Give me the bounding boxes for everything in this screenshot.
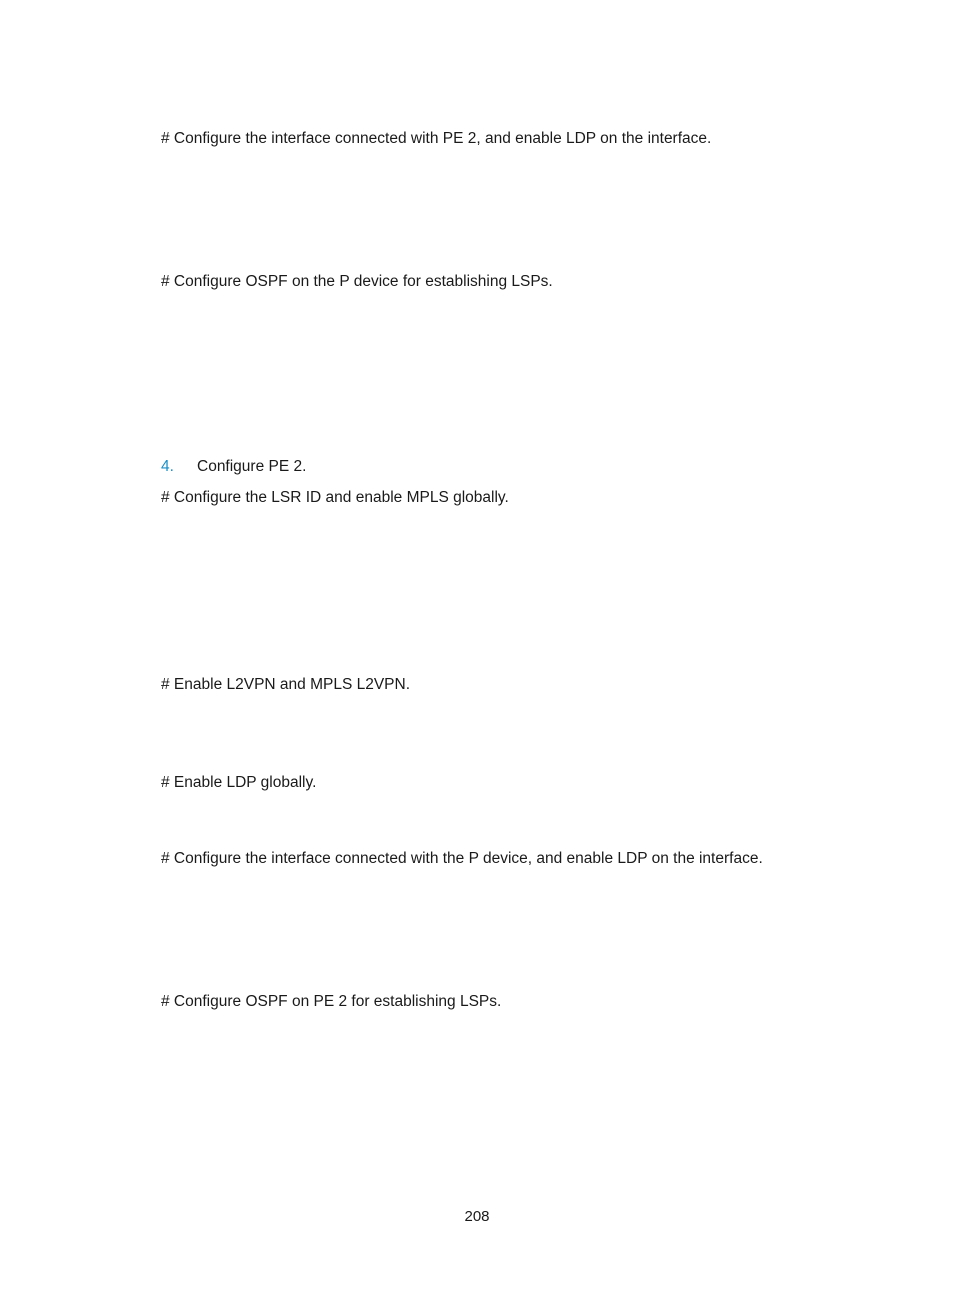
instruction-configure-interface-pe2: # Configure the interface connected with PE 2, and enable LDP on the interface. [161,130,712,147]
instruction-configure-ospf-pe2: # Configure OSPF on PE 2 for establishing LSPs. [161,993,502,1010]
instruction-configure-ospf-p-device: # Configure OSPF on the P device for establishing LSPs. [161,273,553,290]
instruction-enable-l2vpn: # Enable L2VPN and MPLS L2VPN. [161,676,411,693]
step-label: Configure PE 2. [197,458,307,475]
instruction-enable-ldp: # Enable LDP globally. [161,774,317,791]
step-item-configure-pe2 [161,457,306,477]
instruction-configure-lsr-id: # Configure the LSR ID and enable MPLS globally. [161,489,509,506]
step-number: 4. [161,458,174,475]
page-number: 208 [464,1208,490,1225]
instruction-configure-interface-p-device: # Configure the interface connected with the P device, and enable LDP on the interface. [161,850,763,867]
